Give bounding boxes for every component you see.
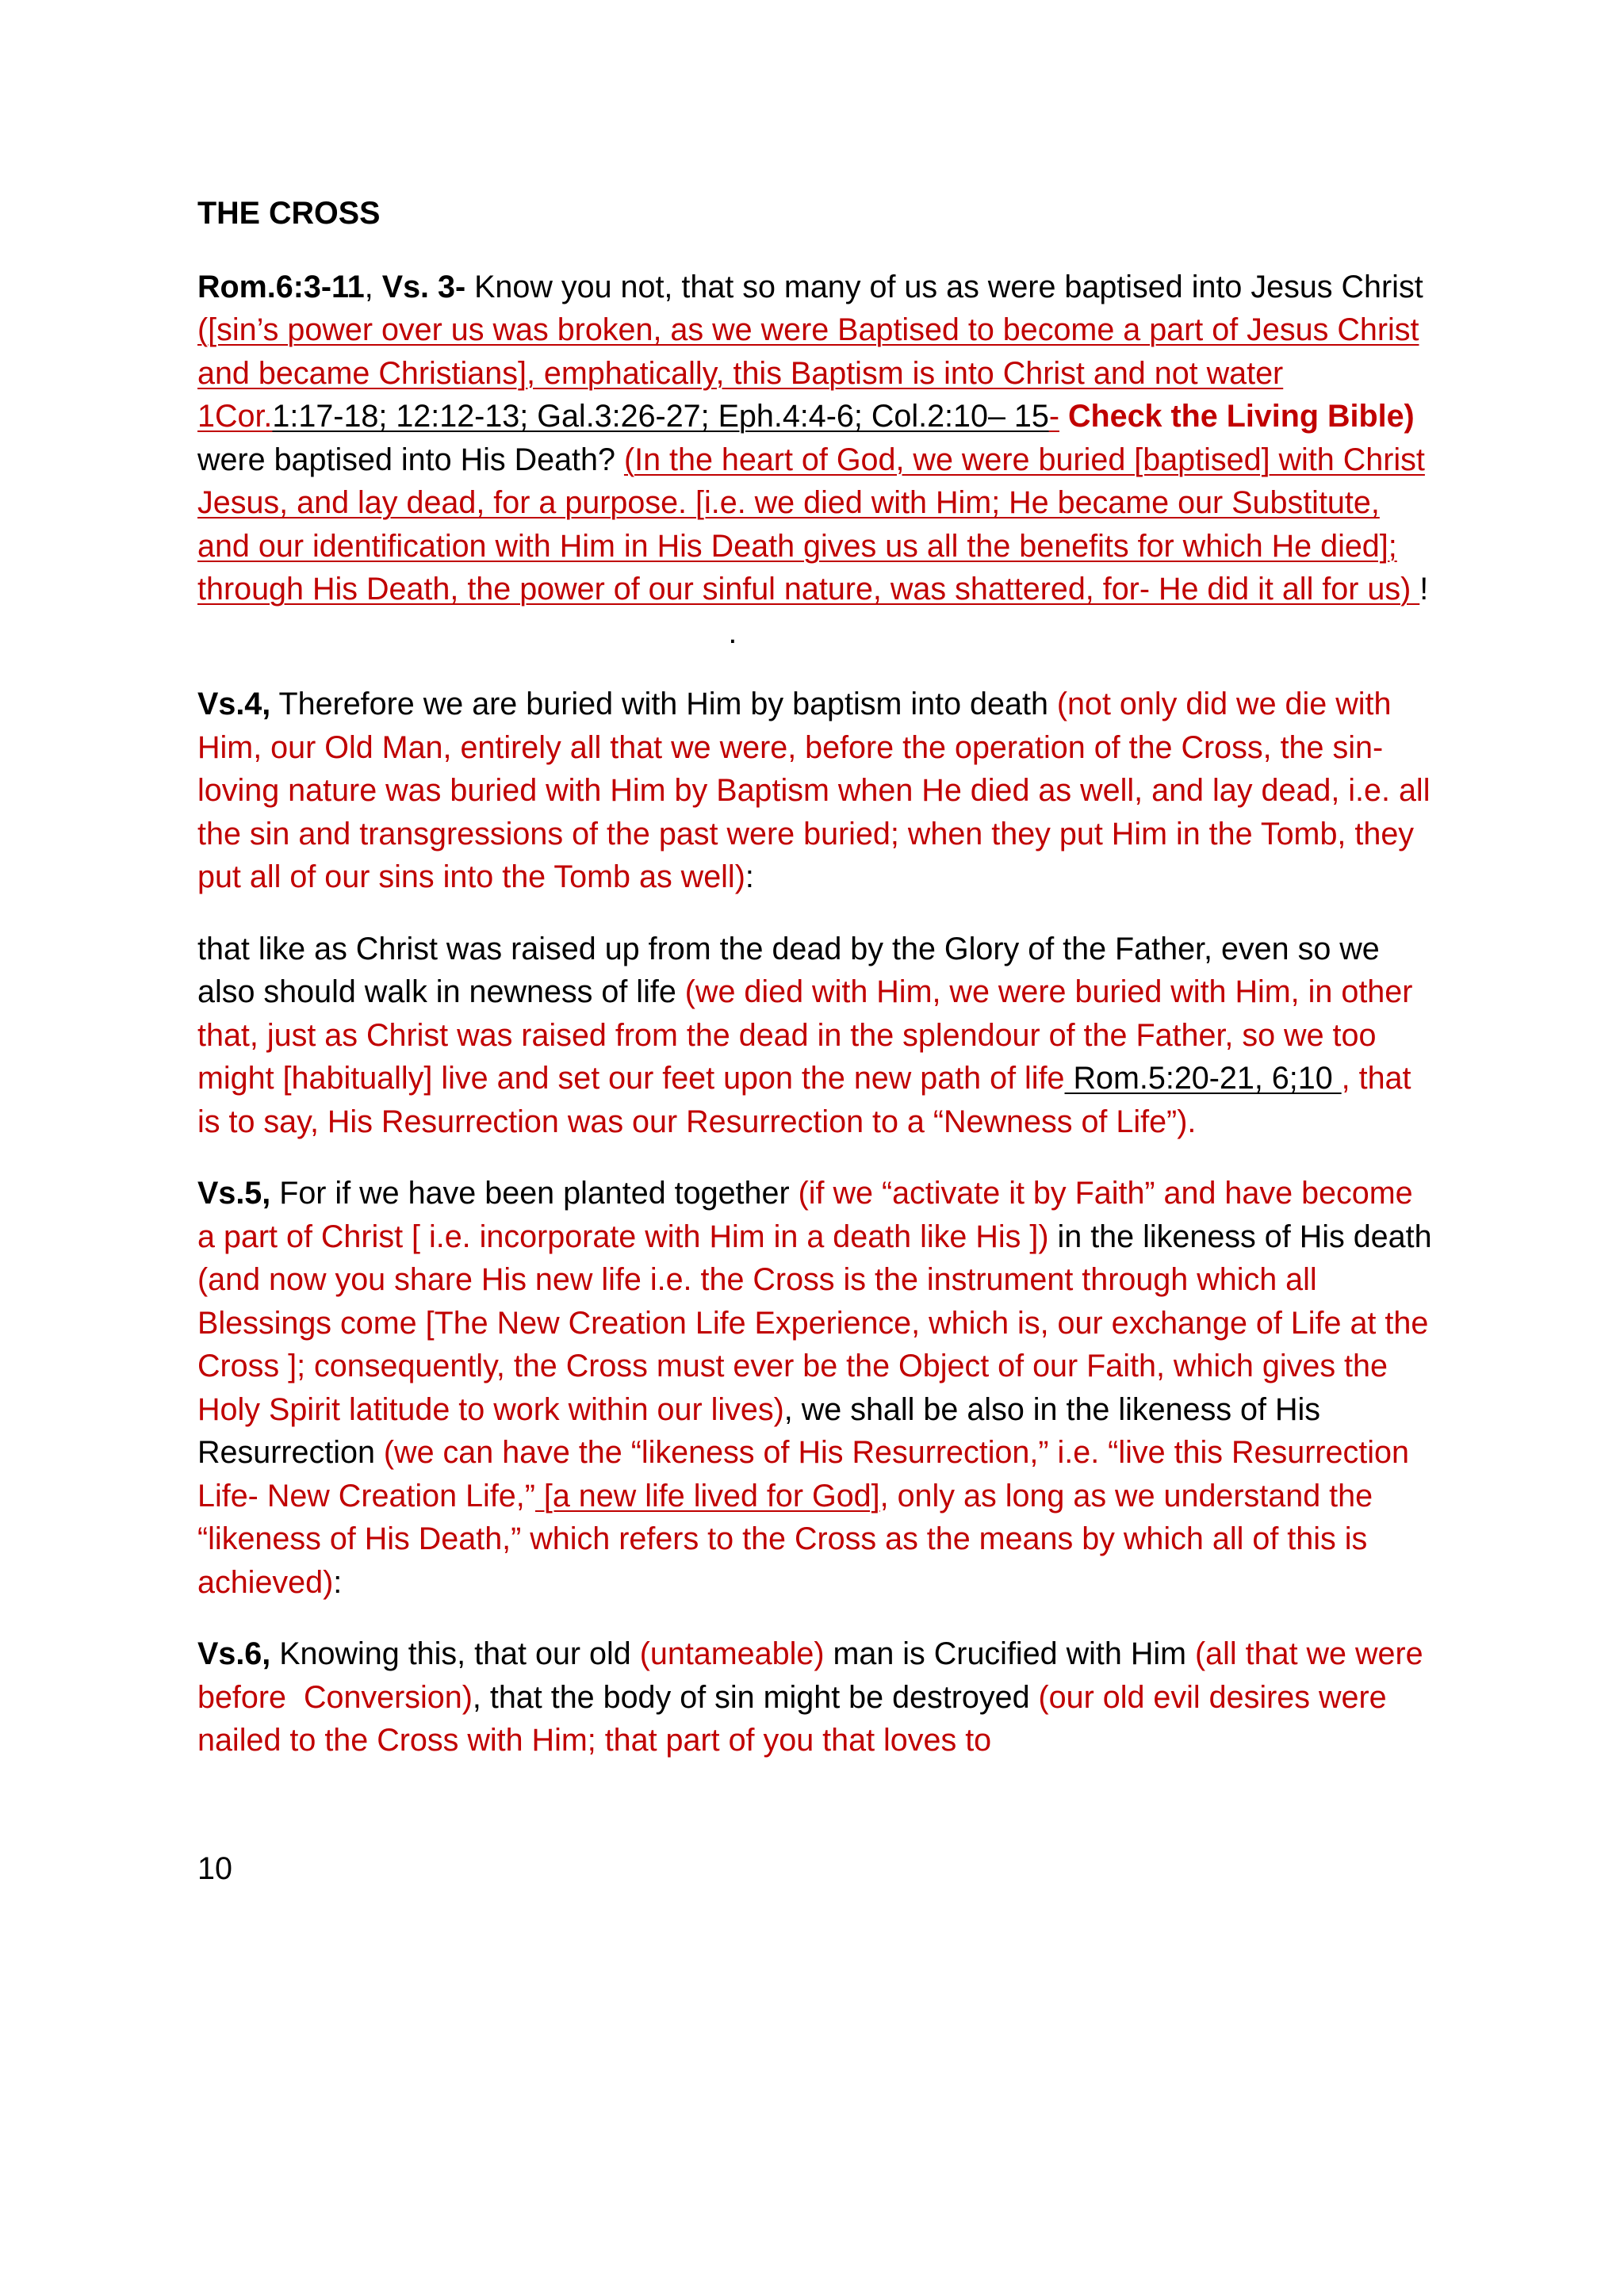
verse-text: that like as Christ was raised up from the dead by the Glory of the Father, even so we also should walk in newness of life — [197, 931, 1380, 1009]
verse-text: , that the body of sin might be destroyed — [472, 1679, 1039, 1715]
verse-text: man is Crucified with Him — [824, 1636, 1196, 1671]
verse-text: , we shall be also in the likeness of His Resurrection — [197, 1391, 1321, 1470]
commentary-text: (we can have the “likeness of His Resurrection,” i.e. “live this Resurrection Life- New Creation Life,” — [197, 1435, 1409, 1513]
commentary-text: (In the heart of God, we were buried [baptised] with Christ Jesus, and lay dead, for a purpose. [i.e. we died with Him; He became our Substitute, and our identification with Him in His Death gives us all the benefits for which He died]; through His Death, the power of our sinful nature, was shattered, for- He did it all for us) — [197, 442, 1425, 607]
cross-reference: Rom.5:20-21, 6;10 — [1064, 1061, 1342, 1096]
verse-text: For if we have been planted together — [270, 1176, 799, 1211]
verse-text: ! . — [197, 572, 1429, 650]
verse-label: Vs.5, — [197, 1176, 271, 1211]
scripture-reference: Rom.6:3-11 — [197, 269, 365, 304]
paragraph-vs3 — [197, 266, 1434, 655]
commentary-text: (untameable) — [639, 1636, 825, 1671]
page-body — [197, 192, 1434, 1791]
commentary-text: (we died with Him, we were buried with Him, in other that, just as Christ was raised from the dead in the splendour of the Father, so we too might [habitually] live and set our feet upon the new path of life — [197, 974, 1413, 1096]
commentary-text: (if we “activate it by Faith” and have become a part of Christ [ i.e. incorporate with Him in a death like His ]) — [197, 1176, 1413, 1254]
commentary-text: [a new life lived for God] — [534, 1478, 880, 1513]
verse-text: Therefore we are buried with Him by baptism into death — [270, 687, 1057, 721]
verse-text: Knowing this, that our old — [270, 1636, 640, 1671]
commentary-text: (not only did we die with Him, our Old Man, entirely all that we were, before the operation of the Cross, the sin-loving nature was buried with Him by Baptism when He died as well, and lay dead, i.e. all the sin and transgressions of the past were buried; when they put Him in the Tomb, they put all of our sins into the Tomb as well) — [197, 687, 1431, 894]
paragraph-vs5 — [197, 1172, 1434, 1604]
paragraph-vs4 — [197, 683, 1434, 899]
verse-text: Know you not, that so many of us as were baptised into Jesus Christ — [465, 269, 1423, 304]
verse-label: Vs. 3- — [381, 269, 466, 304]
verse-label: Vs.4, — [197, 687, 271, 721]
page-number: 10 — [197, 1851, 232, 1886]
commentary-text: ([sin’s power over us was broken, as we were Baptised to become a part of Jesus Christ and became Christians], emphatically, this Baptism is into Christ and not water 1Cor. — [197, 312, 1419, 434]
text-run: , — [364, 269, 382, 304]
commentary-text: (our old evil desires were nailed to the Cross with Him; that part of you that loves to — [197, 1679, 1387, 1758]
paragraph-vs4-continued — [197, 928, 1434, 1144]
verse-text: : — [745, 859, 754, 894]
paragraph-vs6 — [197, 1632, 1434, 1762]
verse-text: in the likeness of His death — [1048, 1219, 1432, 1254]
commentary-text: (all that we were before Conversion) — [197, 1636, 1423, 1715]
cross-reference: 1:17-18; 12:12-13; Gal.3:26-27; Eph.4:4-6; Col.2:10– 15 — [272, 399, 1049, 434]
verse-text: were baptised into His Death? — [197, 442, 624, 477]
commentary-text: , only as long as we understand the “likeness of His Death,” which refers to the Cross as the means by which all of this is achieved) — [197, 1478, 1373, 1600]
commentary-text: (and now you share His new life i.e. the Cross is the instrument through which all Blessings come [The New Creation Life Experience, which is, our exchange of Life at the Cross ]; consequently, the Cross must ever be the Object of our Faith, which gives the Holy Spirit latitude to work within our lives) — [197, 1262, 1429, 1427]
page-title: THE CROSS — [197, 196, 381, 231]
verse-label: Vs.6, — [197, 1636, 271, 1671]
commentary-text: - — [1048, 399, 1059, 434]
commentary-text: , that is to say, His Resurrection was our Resurrection to a “Newness of Life”). — [197, 1061, 1411, 1139]
verse-text: : — [333, 1564, 343, 1600]
commentary-note: Check the Living Bible) — [1059, 399, 1415, 434]
